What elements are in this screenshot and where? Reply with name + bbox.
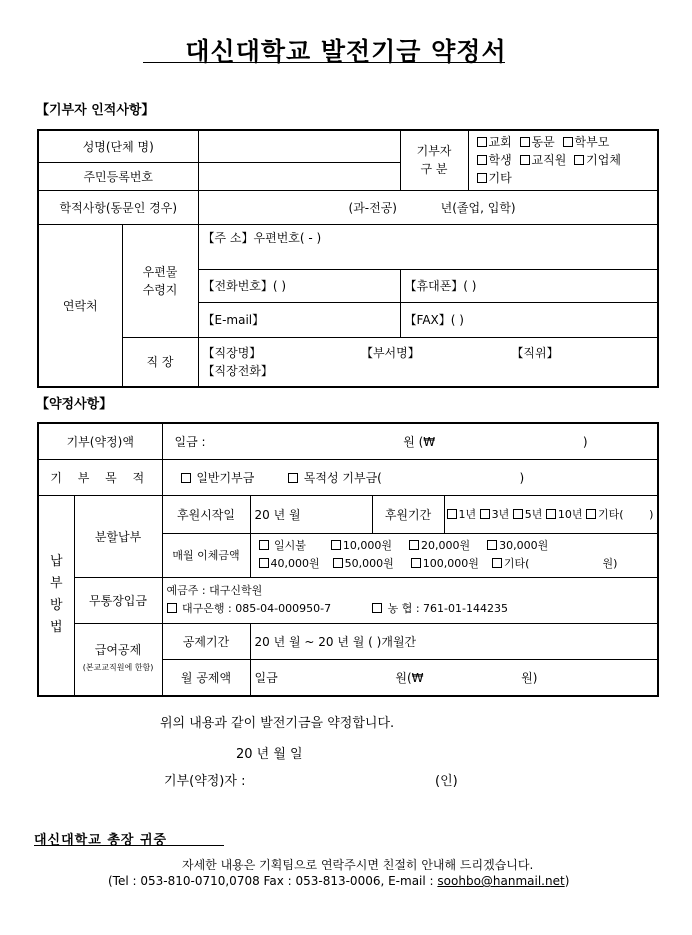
amount-won: 원 (₩: [403, 434, 436, 449]
purpose-close: ): [519, 470, 525, 485]
email-field[interactable]: 【E-mail】: [198, 302, 400, 337]
phone-field[interactable]: 【전화번호】( ): [198, 269, 400, 302]
checkbox[interactable]: [288, 473, 298, 483]
period-5y[interactable]: 5년: [513, 508, 543, 521]
deduction-amount-won: 원(₩: [395, 670, 424, 685]
page-title: 대신대학교 발전기금 약정서: [185, 37, 507, 66]
title-underline: [143, 62, 505, 63]
checkbox[interactable]: [492, 558, 502, 568]
checkbox[interactable]: [546, 509, 556, 519]
monthly-other[interactable]: 기타(: [492, 557, 530, 570]
donor-type-other[interactable]: 기타: [477, 171, 512, 185]
donor-type-student[interactable]: 학생: [477, 153, 512, 167]
checkbox[interactable]: [563, 137, 573, 147]
donor-type-label-line2: 구 분: [420, 162, 448, 177]
bank-daegu: 대구은행 : 085-04-000950-7: [167, 602, 332, 615]
purpose-label: 기 부 목 적: [38, 459, 162, 495]
payment-method-label: 납 부 방 법: [38, 495, 74, 696]
checkbox[interactable]: [586, 509, 596, 519]
workplace-position: 【직위】: [511, 345, 559, 360]
checkbox[interactable]: [372, 603, 382, 613]
deduction-amount-field[interactable]: [250, 659, 658, 696]
addressee-underline: [34, 845, 224, 846]
name-field[interactable]: [198, 130, 400, 162]
workplace-field[interactable]: [198, 337, 658, 387]
fax-field[interactable]: 【FAX】( ): [400, 302, 658, 337]
payroll-note: (본교교직원에 한함): [82, 663, 154, 673]
checkbox[interactable]: [331, 540, 341, 550]
checkbox[interactable]: [259, 540, 269, 550]
name-label: 성명(단체 명): [38, 130, 198, 162]
deduction-period-label: 공제기간: [162, 623, 250, 659]
donor-info-table: [37, 129, 659, 388]
academic-label: 학적사항(동문인 경우): [38, 190, 198, 224]
monthly-100000[interactable]: 100,000원: [411, 557, 479, 570]
footer-contact: (Tel : 053-810-0710,0708 Fax : 053-813-0006, E-mail : soohbo@hanmail.net): [108, 874, 570, 888]
donor-type-options: [468, 130, 658, 190]
purpose-targeted-option[interactable]: 목적성 기부금(: [288, 471, 382, 485]
workplace-phone: 【직장전화】: [202, 363, 273, 378]
pledge-info-table: [37, 422, 659, 697]
purpose-field: [162, 459, 658, 495]
deduction-period-field[interactable]: 20 년 월 ~ 20 년 월 ( )개월간: [250, 623, 658, 659]
period-10y[interactable]: 10년: [546, 508, 583, 521]
checkbox[interactable]: [477, 155, 487, 165]
deduction-amount-label: 월 공제액: [162, 659, 250, 696]
checkbox[interactable]: [513, 509, 523, 519]
donor-type-staff[interactable]: 교직원: [520, 153, 567, 167]
pledge-section-heading: 【약정사항】: [36, 397, 113, 412]
bank-nonghyup: 농 협 : 761-01-144235: [372, 602, 508, 615]
monthly-lump-sum[interactable]: 일시불: [259, 539, 306, 552]
checkbox[interactable]: [487, 540, 497, 550]
period-label: 후원기간: [372, 495, 444, 533]
monthly-20000[interactable]: 20,000원: [409, 539, 470, 552]
monthly-40000[interactable]: 40,000원: [259, 557, 320, 570]
donor-type-company[interactable]: 기업체: [574, 153, 621, 167]
donor-type-label-line1: 기부자: [416, 144, 452, 159]
amount-close: ): [582, 434, 588, 449]
donor-type-parent[interactable]: 학부모: [563, 135, 610, 149]
purpose-general-option[interactable]: 일반기부금: [181, 471, 255, 485]
pledge-statement: 위의 내용과 같이 발전기금을 약정합니다.: [160, 716, 395, 731]
bank-transfer-label: 무통장입금: [74, 577, 162, 623]
donor-section-heading: 【기부자 인적사항】: [36, 103, 155, 118]
checkbox[interactable]: [574, 155, 584, 165]
footer-email-link[interactable]: soohbo@hanmail.net: [437, 874, 565, 888]
checkbox[interactable]: [477, 137, 487, 147]
donor-type-church[interactable]: 교회: [477, 135, 512, 149]
start-date-field[interactable]: 20 년 월: [250, 495, 372, 533]
seal-mark: (인): [435, 774, 458, 789]
period-3y[interactable]: 3년: [480, 508, 510, 521]
checkbox[interactable]: [259, 558, 269, 568]
pledge-date[interactable]: 20 년 월 일: [236, 747, 303, 762]
monthly-amount-options: [250, 533, 658, 577]
deduction-amount-prefix: 일금: [254, 670, 278, 685]
amount-label: 기부(약정)액: [38, 423, 162, 459]
monthly-10000[interactable]: 10,000원: [331, 539, 392, 552]
academic-field[interactable]: [198, 190, 658, 224]
resident-id-field[interactable]: [198, 162, 400, 190]
account-holder: 예금주 : 대구신학원: [166, 584, 263, 597]
workplace-dept: 【부서명】: [360, 345, 420, 360]
address-field[interactable]: 【주 소】우편번호( - ): [198, 224, 658, 269]
amount-field[interactable]: [162, 423, 658, 459]
period-options: [444, 495, 658, 533]
checkbox[interactable]: [520, 155, 530, 165]
deduction-amount-close: 원): [521, 670, 538, 685]
footer-note: 자세한 내용은 기획팀으로 연락주시면 친절히 안내해 드리겠습니다.: [182, 858, 534, 872]
start-date-label: 후원시작일: [162, 495, 250, 533]
period-1y[interactable]: 1년: [447, 508, 477, 521]
mail-recipient-label: 우편물 수령지: [122, 224, 198, 337]
monthly-amount-label: 매월 이체금액: [162, 533, 250, 577]
mobile-field[interactable]: 【휴대폰】( ): [400, 269, 658, 302]
checkbox[interactable]: [480, 509, 490, 519]
resident-id-label: 주민등록번호: [38, 162, 198, 190]
addressee: 대신대학교 총장 귀중: [34, 833, 168, 848]
monthly-close: 원): [602, 557, 618, 570]
payroll-deduction-label: 급여공제 (본교교직원에 한함): [74, 623, 162, 696]
checkbox[interactable]: [477, 173, 487, 183]
checkbox[interactable]: [447, 509, 457, 519]
bank-transfer-info: [162, 577, 658, 623]
workplace-label: 직 장: [122, 337, 198, 387]
academic-major: (과-전공): [348, 200, 397, 215]
monthly-30000[interactable]: 30,000원: [487, 539, 548, 552]
checkbox[interactable]: [333, 558, 343, 568]
contact-label: 연락처: [38, 224, 122, 387]
donor-type-label: [400, 130, 468, 190]
checkbox[interactable]: [411, 558, 421, 568]
donor-type-alumni[interactable]: 동문: [520, 135, 555, 149]
monthly-50000[interactable]: 50,000원: [333, 557, 394, 570]
period-close: ): [649, 508, 654, 521]
checkbox[interactable]: [167, 603, 177, 613]
period-other[interactable]: 기타(: [586, 508, 624, 521]
checkbox[interactable]: [409, 540, 419, 550]
academic-year: 년(졸업, 입학): [440, 200, 516, 215]
installment-label: 분할납부: [74, 495, 162, 577]
amount-prefix: 일금 :: [174, 434, 206, 449]
checkbox[interactable]: [520, 137, 530, 147]
signer-label: 기부(약정)자 :: [164, 774, 246, 789]
checkbox[interactable]: [181, 473, 191, 483]
workplace-name: 【직장명】: [202, 345, 262, 360]
